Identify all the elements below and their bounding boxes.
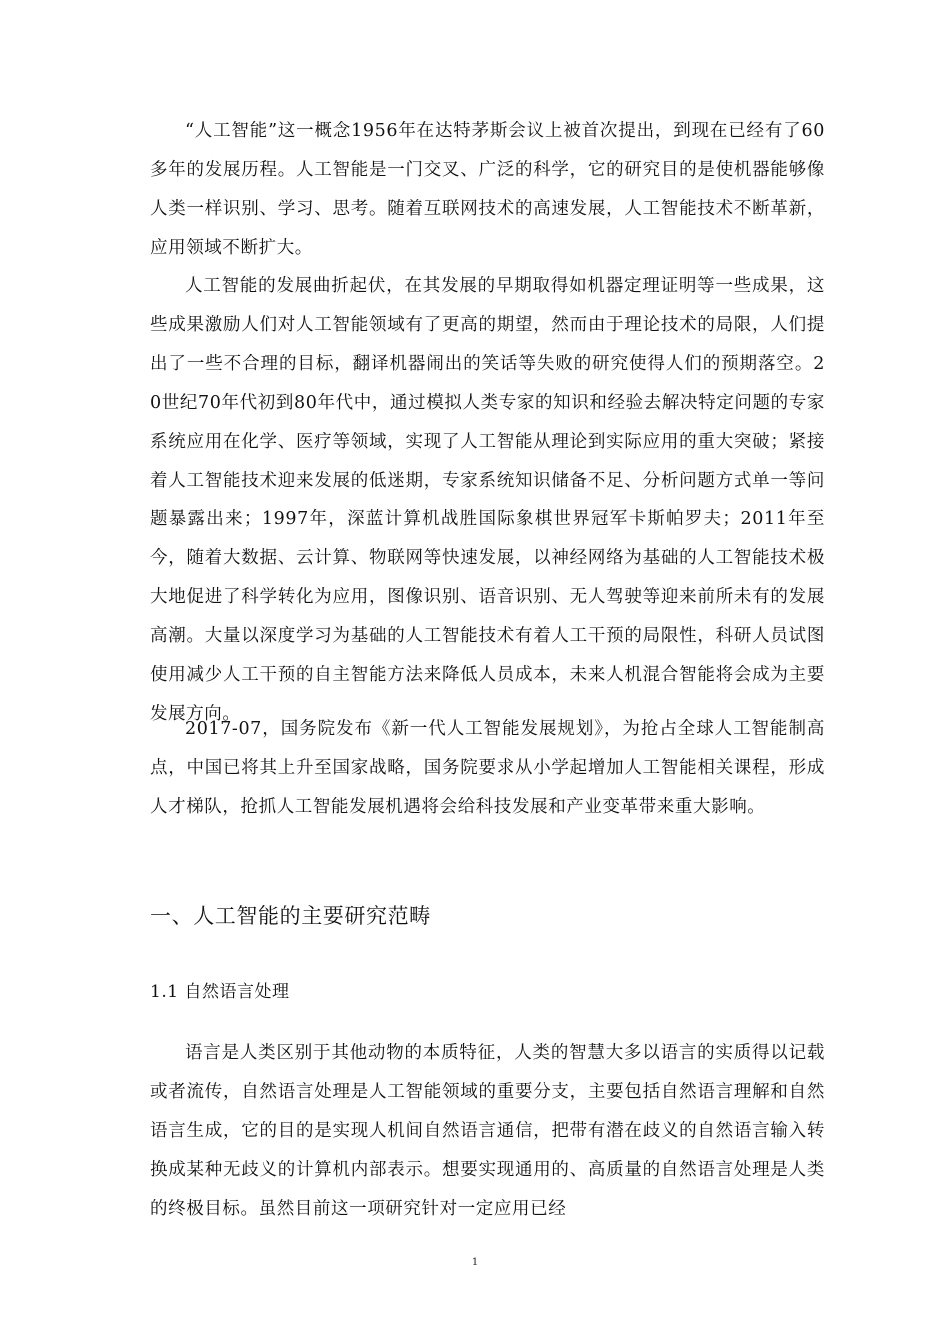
history-paragraph: 人工智能的发展曲折起伏，在其发展的早期取得如机器定理证明等一些成果，这些成果激励人们对人工智能领域有了更高的期望，然而由于理论技术的局限，人们提出了一些不合理的目标，翻译机器闹出的笑话等失败的研究使得人们的预期落空。20世纪70年代初到80年代中，通过模拟人类专家的知识和经验去解决特定问题的专家系统应用在化学、医疗等领域，实现了人工智能从理论到实际应用的重大突破；紧接着人工智能技术迎来发展的低迷期，专家系统知识储备不足、分析问题方式单一等问题暴露出来；1997年，深蓝计算机战胜国际象棋世界冠军卡斯帕罗夫；2011年至今，随着大数据、云计算、物联网等快速发展，以神经网络为基础的人工智能技术极大地促进了科学转化为应用，图像识别、语音识别、无人驾驶等迎来前所未有的发展高潮。大量以深度学习为基础的人工智能技术有着人工干预的局限性，科研人员试图使用减少人工干预的自主智能方法来降低人员成本，未来人机混合智能将会成为主要发展方向。 xyxy=(150,276,825,724)
intro-paragraph: “人工智能”这一概念1956年在达特茅斯会议上被首次提出，到现在已经有了60多年的发展历程。人工智能是一门交叉、广泛的科学，它的研究目的是使机器能够像人类一样识别、学习、思考。随着互联网技术的高速发展，人工智能技术不断革新，应用领域不断扩大。 xyxy=(150,121,825,258)
page-number: 1 xyxy=(471,1257,479,1268)
section-heading: 一、人工智能的主要研究范畴 xyxy=(150,904,431,928)
nlp-paragraph: 语言是人类区别于其他动物的本质特征，人类的智慧大多以语言的实质得以记载或者流传，自然语言处理是人工智能领域的重要分支，主要包括自然语言理解和自然语言生成，它的目的是实现人机间自然语言通信，把带有潜在歧义的自然语言输入转换成某种无歧义的计算机内部表示。想要实现通用的、高质量的自然语言处理是人类的终极目标。虽然目前这一项研究针对一定应用已经 xyxy=(150,1043,825,1219)
subsection-heading: 1.1 自然语言处理 xyxy=(150,982,290,1002)
policy-paragraph: 2017-07，国务院发布《新一代人工智能发展规划》，为抢占全球人工智能制高点，中国已将其上升至国家战略，国务院要求从小学起增加人工智能相关课程，形成人才梯队，抢抓人工智能发展机遇将会给科技发展和产业变革带来重大影响。 xyxy=(150,719,825,817)
